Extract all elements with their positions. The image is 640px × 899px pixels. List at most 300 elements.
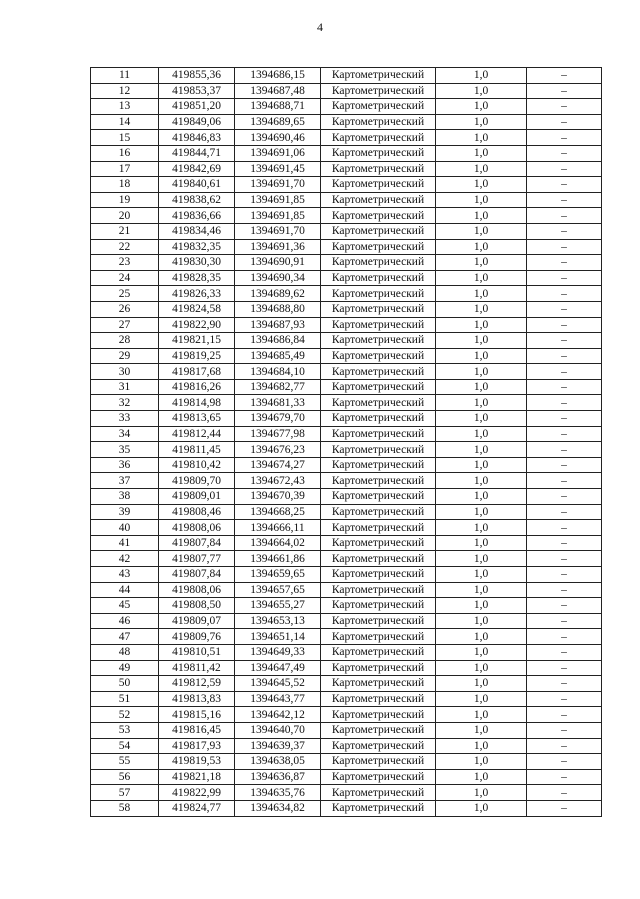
note-cell: –	[527, 785, 602, 801]
method-cell: Картометрический	[321, 192, 436, 208]
method-cell: Картометрический	[321, 504, 436, 520]
y-coordinate-cell: 1394642,12	[235, 707, 321, 723]
precision-cell: 1,0	[436, 333, 527, 349]
method-cell: Картометрический	[321, 567, 436, 583]
x-coordinate-cell: 419826,33	[159, 286, 235, 302]
note-cell: –	[527, 457, 602, 473]
y-coordinate-cell: 1394691,45	[235, 161, 321, 177]
method-cell: Картометрический	[321, 177, 436, 193]
note-cell: –	[527, 161, 602, 177]
x-coordinate-cell: 419811,45	[159, 442, 235, 458]
x-coordinate-cell: 419832,35	[159, 239, 235, 255]
precision-cell: 1,0	[436, 208, 527, 224]
note-cell: –	[527, 301, 602, 317]
x-coordinate-cell: 419828,35	[159, 270, 235, 286]
method-cell: Картометрический	[321, 457, 436, 473]
note-cell: –	[527, 754, 602, 770]
table-row	[91, 333, 602, 349]
y-coordinate-cell: 1394649,33	[235, 644, 321, 660]
point-number-cell: 18	[91, 177, 159, 193]
note-cell: –	[527, 395, 602, 411]
precision-cell: 1,0	[436, 130, 527, 146]
precision-cell: 1,0	[436, 99, 527, 115]
method-cell: Картометрический	[321, 582, 436, 598]
x-coordinate-cell: 419808,50	[159, 598, 235, 614]
point-number-cell: 43	[91, 567, 159, 583]
point-number-cell: 17	[91, 161, 159, 177]
point-number-cell: 48	[91, 644, 159, 660]
method-cell: Картометрический	[321, 255, 436, 271]
point-number-cell: 23	[91, 255, 159, 271]
method-cell: Картометрический	[321, 364, 436, 380]
y-coordinate-cell: 1394672,43	[235, 473, 321, 489]
point-number-cell: 54	[91, 738, 159, 754]
method-cell: Картометрический	[321, 660, 436, 676]
x-coordinate-cell: 419853,37	[159, 83, 235, 99]
y-coordinate-cell: 1394679,70	[235, 411, 321, 427]
point-number-cell: 24	[91, 270, 159, 286]
method-cell: Картометрический	[321, 426, 436, 442]
note-cell: –	[527, 333, 602, 349]
point-number-cell: 47	[91, 629, 159, 645]
method-cell: Картометрический	[321, 411, 436, 427]
method-cell: Картометрический	[321, 239, 436, 255]
precision-cell: 1,0	[436, 567, 527, 583]
x-coordinate-cell: 419811,42	[159, 660, 235, 676]
precision-cell: 1,0	[436, 395, 527, 411]
x-coordinate-cell: 419855,36	[159, 68, 235, 84]
y-coordinate-cell: 1394636,87	[235, 769, 321, 785]
table-row	[91, 301, 602, 317]
table-row	[91, 208, 602, 224]
point-number-cell: 42	[91, 551, 159, 567]
precision-cell: 1,0	[436, 489, 527, 505]
x-coordinate-cell: 419809,07	[159, 613, 235, 629]
table-row	[91, 317, 602, 333]
table-row	[91, 691, 602, 707]
precision-cell: 1,0	[436, 535, 527, 551]
precision-cell: 1,0	[436, 301, 527, 317]
y-coordinate-cell: 1394687,48	[235, 83, 321, 99]
y-coordinate-cell: 1394664,02	[235, 535, 321, 551]
x-coordinate-cell: 419822,90	[159, 317, 235, 333]
point-number-cell: 51	[91, 691, 159, 707]
x-coordinate-cell: 419824,58	[159, 301, 235, 317]
table-row	[91, 255, 602, 271]
point-number-cell: 49	[91, 660, 159, 676]
table-row	[91, 364, 602, 380]
method-cell: Картометрический	[321, 598, 436, 614]
table-row	[91, 676, 602, 692]
precision-cell: 1,0	[436, 411, 527, 427]
y-coordinate-cell: 1394689,62	[235, 286, 321, 302]
y-coordinate-cell: 1394686,15	[235, 68, 321, 84]
precision-cell: 1,0	[436, 348, 527, 364]
y-coordinate-cell: 1394684,10	[235, 364, 321, 380]
point-number-cell: 19	[91, 192, 159, 208]
x-coordinate-cell: 419808,06	[159, 520, 235, 536]
y-coordinate-cell: 1394688,80	[235, 301, 321, 317]
point-number-cell: 46	[91, 613, 159, 629]
coordinates-table	[90, 67, 602, 817]
x-coordinate-cell: 419810,42	[159, 457, 235, 473]
x-coordinate-cell: 419807,77	[159, 551, 235, 567]
note-cell: –	[527, 239, 602, 255]
precision-cell: 1,0	[436, 145, 527, 161]
method-cell: Картометрический	[321, 99, 436, 115]
y-coordinate-cell: 1394653,13	[235, 613, 321, 629]
point-number-cell: 53	[91, 722, 159, 738]
method-cell: Картометрический	[321, 707, 436, 723]
x-coordinate-cell: 419807,84	[159, 535, 235, 551]
note-cell: –	[527, 99, 602, 115]
method-cell: Картометрический	[321, 208, 436, 224]
point-number-cell: 52	[91, 707, 159, 723]
y-coordinate-cell: 1394689,65	[235, 114, 321, 130]
x-coordinate-cell: 419840,61	[159, 177, 235, 193]
note-cell: –	[527, 83, 602, 99]
point-number-cell: 33	[91, 411, 159, 427]
note-cell: –	[527, 707, 602, 723]
note-cell: –	[527, 364, 602, 380]
precision-cell: 1,0	[436, 738, 527, 754]
point-number-cell: 28	[91, 333, 159, 349]
y-coordinate-cell: 1394643,77	[235, 691, 321, 707]
y-coordinate-cell: 1394645,52	[235, 676, 321, 692]
y-coordinate-cell: 1394687,93	[235, 317, 321, 333]
note-cell: –	[527, 68, 602, 84]
y-coordinate-cell: 1394666,11	[235, 520, 321, 536]
point-number-cell: 29	[91, 348, 159, 364]
note-cell: –	[527, 411, 602, 427]
x-coordinate-cell: 419810,51	[159, 644, 235, 660]
note-cell: –	[527, 208, 602, 224]
method-cell: Картометрический	[321, 333, 436, 349]
y-coordinate-cell: 1394691,06	[235, 145, 321, 161]
y-coordinate-cell: 1394690,91	[235, 255, 321, 271]
table-row	[91, 426, 602, 442]
point-number-cell: 11	[91, 68, 159, 84]
method-cell: Картометрический	[321, 676, 436, 692]
x-coordinate-cell: 419812,59	[159, 676, 235, 692]
precision-cell: 1,0	[436, 582, 527, 598]
table-row	[91, 145, 602, 161]
x-coordinate-cell: 419817,93	[159, 738, 235, 754]
note-cell: –	[527, 520, 602, 536]
precision-cell: 1,0	[436, 317, 527, 333]
precision-cell: 1,0	[436, 177, 527, 193]
table-row	[91, 130, 602, 146]
note-cell: –	[527, 613, 602, 629]
y-coordinate-cell: 1394682,77	[235, 379, 321, 395]
precision-cell: 1,0	[436, 255, 527, 271]
point-number-cell: 56	[91, 769, 159, 785]
method-cell: Картометрический	[321, 520, 436, 536]
point-number-cell: 41	[91, 535, 159, 551]
x-coordinate-cell: 419819,25	[159, 348, 235, 364]
point-number-cell: 39	[91, 504, 159, 520]
method-cell: Картометрический	[321, 83, 436, 99]
y-coordinate-cell: 1394690,34	[235, 270, 321, 286]
point-number-cell: 37	[91, 473, 159, 489]
point-number-cell: 58	[91, 800, 159, 816]
point-number-cell: 32	[91, 395, 159, 411]
method-cell: Картометрический	[321, 551, 436, 567]
method-cell: Картометрический	[321, 442, 436, 458]
note-cell: –	[527, 800, 602, 816]
note-cell: –	[527, 255, 602, 271]
y-coordinate-cell: 1394668,25	[235, 504, 321, 520]
precision-cell: 1,0	[436, 520, 527, 536]
precision-cell: 1,0	[436, 286, 527, 302]
point-number-cell: 15	[91, 130, 159, 146]
table-row	[91, 99, 602, 115]
x-coordinate-cell: 419830,30	[159, 255, 235, 271]
y-coordinate-cell: 1394691,70	[235, 177, 321, 193]
precision-cell: 1,0	[436, 754, 527, 770]
note-cell: –	[527, 145, 602, 161]
method-cell: Картометрический	[321, 769, 436, 785]
point-number-cell: 55	[91, 754, 159, 770]
note-cell: –	[527, 738, 602, 754]
method-cell: Картометрический	[321, 270, 436, 286]
table-row	[91, 598, 602, 614]
precision-cell: 1,0	[436, 800, 527, 816]
method-cell: Картометрический	[321, 395, 436, 411]
precision-cell: 1,0	[436, 629, 527, 645]
point-number-cell: 30	[91, 364, 159, 380]
point-number-cell: 25	[91, 286, 159, 302]
table-row	[91, 582, 602, 598]
x-coordinate-cell: 419813,83	[159, 691, 235, 707]
y-coordinate-cell: 1394638,05	[235, 754, 321, 770]
precision-cell: 1,0	[436, 504, 527, 520]
y-coordinate-cell: 1394661,86	[235, 551, 321, 567]
note-cell: –	[527, 769, 602, 785]
y-coordinate-cell: 1394659,65	[235, 567, 321, 583]
table-row	[91, 800, 602, 816]
method-cell: Картометрический	[321, 223, 436, 239]
table-row	[91, 489, 602, 505]
note-cell: –	[527, 504, 602, 520]
point-number-cell: 36	[91, 457, 159, 473]
x-coordinate-cell: 419809,70	[159, 473, 235, 489]
method-cell: Картометрический	[321, 145, 436, 161]
y-coordinate-cell: 1394639,37	[235, 738, 321, 754]
y-coordinate-cell: 1394686,84	[235, 333, 321, 349]
x-coordinate-cell: 419836,66	[159, 208, 235, 224]
table-row	[91, 457, 602, 473]
x-coordinate-cell: 419838,62	[159, 192, 235, 208]
method-cell: Картометрический	[321, 286, 436, 302]
method-cell: Картометрический	[321, 535, 436, 551]
point-number-cell: 21	[91, 223, 159, 239]
table-row	[91, 722, 602, 738]
y-coordinate-cell: 1394691,85	[235, 192, 321, 208]
table-row	[91, 286, 602, 302]
point-number-cell: 13	[91, 99, 159, 115]
note-cell: –	[527, 270, 602, 286]
precision-cell: 1,0	[436, 551, 527, 567]
method-cell: Картометрический	[321, 68, 436, 84]
x-coordinate-cell: 419851,20	[159, 99, 235, 115]
precision-cell: 1,0	[436, 239, 527, 255]
precision-cell: 1,0	[436, 426, 527, 442]
x-coordinate-cell: 419814,98	[159, 395, 235, 411]
point-number-cell: 26	[91, 301, 159, 317]
point-number-cell: 22	[91, 239, 159, 255]
note-cell: –	[527, 489, 602, 505]
note-cell: –	[527, 473, 602, 489]
note-cell: –	[527, 567, 602, 583]
table-row	[91, 738, 602, 754]
x-coordinate-cell: 419807,84	[159, 567, 235, 583]
precision-cell: 1,0	[436, 114, 527, 130]
y-coordinate-cell: 1394691,36	[235, 239, 321, 255]
method-cell: Картометрический	[321, 785, 436, 801]
note-cell: –	[527, 286, 602, 302]
y-coordinate-cell: 1394651,14	[235, 629, 321, 645]
x-coordinate-cell: 419808,46	[159, 504, 235, 520]
method-cell: Картометрический	[321, 613, 436, 629]
y-coordinate-cell: 1394670,39	[235, 489, 321, 505]
method-cell: Картометрический	[321, 691, 436, 707]
table-row	[91, 239, 602, 255]
y-coordinate-cell: 1394685,49	[235, 348, 321, 364]
method-cell: Картометрический	[321, 722, 436, 738]
precision-cell: 1,0	[436, 707, 527, 723]
note-cell: –	[527, 348, 602, 364]
note-cell: –	[527, 691, 602, 707]
note-cell: –	[527, 192, 602, 208]
precision-cell: 1,0	[436, 644, 527, 660]
x-coordinate-cell: 419815,16	[159, 707, 235, 723]
precision-cell: 1,0	[436, 473, 527, 489]
table-row	[91, 535, 602, 551]
point-number-cell: 50	[91, 676, 159, 692]
note-cell: –	[527, 660, 602, 676]
table-row	[91, 161, 602, 177]
point-number-cell: 45	[91, 598, 159, 614]
x-coordinate-cell: 419816,26	[159, 379, 235, 395]
x-coordinate-cell: 419834,46	[159, 223, 235, 239]
y-coordinate-cell: 1394657,65	[235, 582, 321, 598]
x-coordinate-cell: 419844,71	[159, 145, 235, 161]
table-row	[91, 551, 602, 567]
table-row	[91, 473, 602, 489]
precision-cell: 1,0	[436, 722, 527, 738]
y-coordinate-cell: 1394691,70	[235, 223, 321, 239]
precision-cell: 1,0	[436, 691, 527, 707]
method-cell: Картометрический	[321, 348, 436, 364]
y-coordinate-cell: 1394681,33	[235, 395, 321, 411]
table-row	[91, 504, 602, 520]
x-coordinate-cell: 419813,65	[159, 411, 235, 427]
precision-cell: 1,0	[436, 68, 527, 84]
point-number-cell: 40	[91, 520, 159, 536]
note-cell: –	[527, 130, 602, 146]
table-row	[91, 567, 602, 583]
precision-cell: 1,0	[436, 223, 527, 239]
precision-cell: 1,0	[436, 769, 527, 785]
method-cell: Картометрический	[321, 130, 436, 146]
table-row	[91, 769, 602, 785]
y-coordinate-cell: 1394676,23	[235, 442, 321, 458]
x-coordinate-cell: 419819,53	[159, 754, 235, 770]
table-row	[91, 660, 602, 676]
x-coordinate-cell: 419817,68	[159, 364, 235, 380]
table-row	[91, 395, 602, 411]
table-row	[91, 785, 602, 801]
x-coordinate-cell: 419809,01	[159, 489, 235, 505]
note-cell: –	[527, 644, 602, 660]
method-cell: Картометрический	[321, 317, 436, 333]
x-coordinate-cell: 419824,77	[159, 800, 235, 816]
method-cell: Картометрический	[321, 629, 436, 645]
note-cell: –	[527, 442, 602, 458]
table-row	[91, 177, 602, 193]
precision-cell: 1,0	[436, 270, 527, 286]
point-number-cell: 38	[91, 489, 159, 505]
note-cell: –	[527, 676, 602, 692]
note-cell: –	[527, 535, 602, 551]
y-coordinate-cell: 1394688,71	[235, 99, 321, 115]
precision-cell: 1,0	[436, 457, 527, 473]
y-coordinate-cell: 1394640,70	[235, 722, 321, 738]
method-cell: Картометрический	[321, 644, 436, 660]
y-coordinate-cell: 1394634,82	[235, 800, 321, 816]
precision-cell: 1,0	[436, 192, 527, 208]
point-number-cell: 20	[91, 208, 159, 224]
x-coordinate-cell: 419816,45	[159, 722, 235, 738]
y-coordinate-cell: 1394677,98	[235, 426, 321, 442]
table-row	[91, 270, 602, 286]
x-coordinate-cell: 419812,44	[159, 426, 235, 442]
table-row	[91, 754, 602, 770]
note-cell: –	[527, 582, 602, 598]
method-cell: Картометрический	[321, 754, 436, 770]
table-row	[91, 379, 602, 395]
note-cell: –	[527, 114, 602, 130]
point-number-cell: 35	[91, 442, 159, 458]
point-number-cell: 16	[91, 145, 159, 161]
precision-cell: 1,0	[436, 676, 527, 692]
note-cell: –	[527, 551, 602, 567]
method-cell: Картометрический	[321, 301, 436, 317]
y-coordinate-cell: 1394690,46	[235, 130, 321, 146]
y-coordinate-cell: 1394635,76	[235, 785, 321, 801]
point-number-cell: 31	[91, 379, 159, 395]
point-number-cell: 12	[91, 83, 159, 99]
precision-cell: 1,0	[436, 785, 527, 801]
note-cell: –	[527, 629, 602, 645]
table-row	[91, 83, 602, 99]
precision-cell: 1,0	[436, 442, 527, 458]
x-coordinate-cell: 419846,83	[159, 130, 235, 146]
table-row	[91, 520, 602, 536]
y-coordinate-cell: 1394691,85	[235, 208, 321, 224]
point-number-cell: 27	[91, 317, 159, 333]
point-number-cell: 34	[91, 426, 159, 442]
precision-cell: 1,0	[436, 613, 527, 629]
precision-cell: 1,0	[436, 660, 527, 676]
table-row	[91, 613, 602, 629]
table-row	[91, 223, 602, 239]
y-coordinate-cell: 1394674,27	[235, 457, 321, 473]
method-cell: Картометрический	[321, 738, 436, 754]
method-cell: Картометрический	[321, 489, 436, 505]
table-row	[91, 68, 602, 84]
